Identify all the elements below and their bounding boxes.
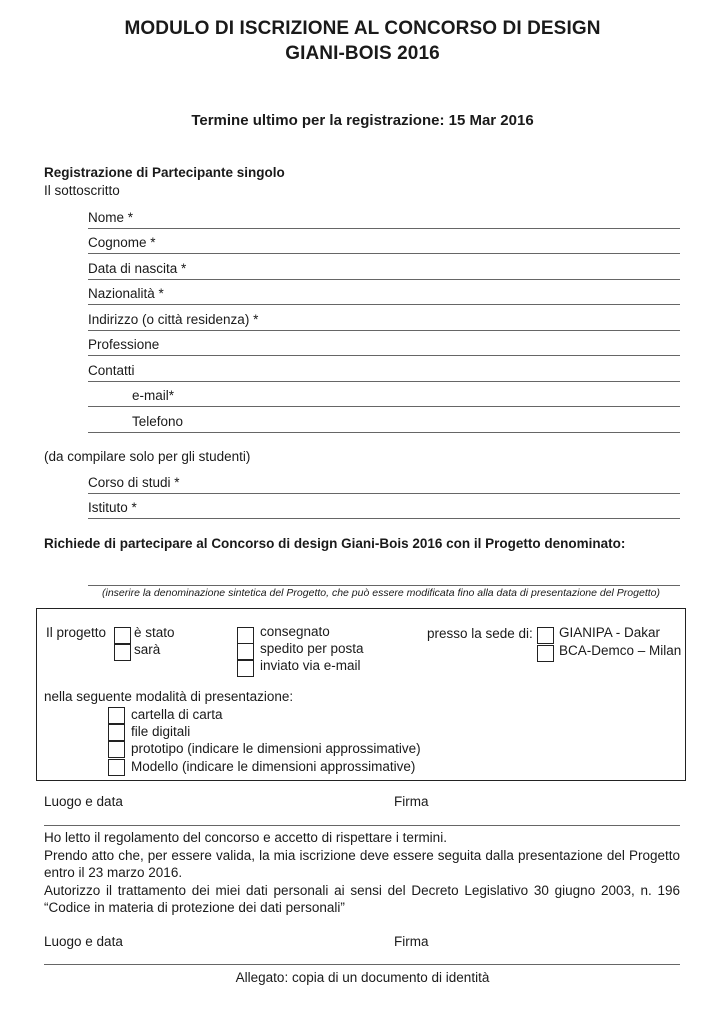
prototipo-checkbox[interactable]: [108, 741, 125, 758]
place-date-label-2: Luogo e data: [44, 934, 123, 949]
spedito-option-label: spedito per posta: [260, 641, 364, 656]
professione-field[interactable]: [88, 333, 680, 356]
istituto-label: Istituto *: [88, 500, 137, 515]
istituto-field[interactable]: [88, 496, 680, 519]
nome-label: Nome *: [88, 210, 134, 225]
signature-line[interactable]: [44, 825, 680, 826]
section-heading: Registrazione di Partecipante singolo: [44, 165, 285, 180]
email-label: e-mail*: [132, 388, 175, 403]
form-title-line1: MODULO DI ISCRIZIONE AL CONCORSO DI DESIGN: [124, 18, 601, 39]
bca-demco-milan-option-label: BCA-Demco – Milan: [559, 643, 682, 658]
contatti-label: Contatti: [88, 363, 135, 378]
request-text: Richiede di partecipare al Concorso di design Giani-Bois 2016 con il Progetto denominato:: [44, 536, 626, 551]
spedito-checkbox[interactable]: [237, 643, 254, 660]
nazionalita-label: Nazionalità *: [88, 286, 164, 301]
gianipa-dakar-checkbox[interactable]: [537, 627, 554, 644]
location-label: presso la sede di:: [427, 626, 533, 641]
cartella-carta-option-label: cartella di carta: [131, 707, 223, 722]
undersigned-label: Il sottoscritto: [44, 183, 120, 198]
project-label: Il progetto: [46, 625, 107, 640]
modello-checkbox[interactable]: [108, 759, 125, 776]
stato-checkbox[interactable]: [114, 627, 131, 644]
nome-field[interactable]: [88, 206, 680, 229]
project-name-line[interactable]: [88, 585, 680, 586]
modello-option-label: Modello (indicare le dimensioni approssimative): [131, 759, 416, 774]
signature-label: Firma: [394, 794, 429, 809]
cognome-label: Cognome *: [88, 235, 156, 250]
declaration-text: [44, 829, 680, 917]
place-date-label: Luogo e data: [44, 794, 123, 809]
registration-deadline: Termine ultimo per la registrazione: 15 Mar 2016: [191, 112, 534, 129]
signature-line-2[interactable]: [44, 964, 680, 965]
attachment-note: Allegato: copia di un documento di identità: [235, 970, 490, 985]
indirizzo-label: Indirizzo (o città residenza) *: [88, 312, 259, 327]
corso-studi-field[interactable]: [88, 471, 680, 494]
data-nascita-field[interactable]: [88, 257, 680, 280]
cartella-carta-checkbox[interactable]: [108, 707, 125, 724]
declaration-line-rules: Ho letto il regolamento del concorso e accetto di rispettare i termini.: [44, 830, 447, 845]
inviato-email-option-label: inviato via e-mail: [260, 658, 361, 673]
email-field[interactable]: [88, 384, 680, 407]
contatti-field[interactable]: [88, 359, 680, 382]
consegnato-option-label: consegnato: [260, 624, 330, 639]
form-title-line2: GIANI-BOIS 2016: [285, 43, 440, 64]
consegnato-checkbox[interactable]: [237, 627, 254, 644]
sara-option-label: sarà: [134, 642, 161, 657]
cognome-field[interactable]: [88, 231, 680, 254]
project-name-hint: (inserire la denominazione sintetica del Progetto, che può essere modificata fino alla data di presentazione del Progetto): [102, 587, 660, 599]
data-nascita-label: Data di nascita *: [88, 261, 187, 276]
nazionalita-field[interactable]: [88, 282, 680, 305]
sara-checkbox[interactable]: [114, 644, 131, 661]
gianipa-dakar-option-label: GIANIPA - Dakar: [559, 625, 661, 640]
professione-label: Professione: [88, 337, 160, 352]
file-digitali-option-label: file digitali: [131, 724, 191, 739]
corso-studi-label: Corso di studi *: [88, 475, 180, 490]
stato-option-label: è stato: [134, 625, 175, 640]
signature-label-2: Firma: [394, 934, 429, 949]
telefono-field[interactable]: [88, 410, 680, 433]
bca-demco-milan-checkbox[interactable]: [537, 645, 554, 662]
file-digitali-checkbox[interactable]: [108, 724, 125, 741]
indirizzo-field[interactable]: [88, 308, 680, 331]
declaration-line-privacy: Autorizzo il trattamento dei miei dati personali ai sensi del Decreto Legislativo 30 giugno 2003, n. 196 “Codice in materia di protezione dei dati personali”: [44, 882, 680, 915]
telefono-label: Telefono: [132, 414, 184, 429]
inviato-email-checkbox[interactable]: [237, 660, 254, 677]
declaration-line-deadline: Prendo atto che, per essere valida, la mia iscrizione deve essere seguita dalla presentazione del Progetto entro il 23 marzo 2016.: [44, 847, 680, 880]
students-note: (da compilare solo per gli studenti): [44, 449, 251, 464]
prototipo-option-label: prototipo (indicare le dimensioni approssimative): [131, 741, 421, 756]
mode-label: nella seguente modalità di presentazione:: [44, 689, 294, 704]
